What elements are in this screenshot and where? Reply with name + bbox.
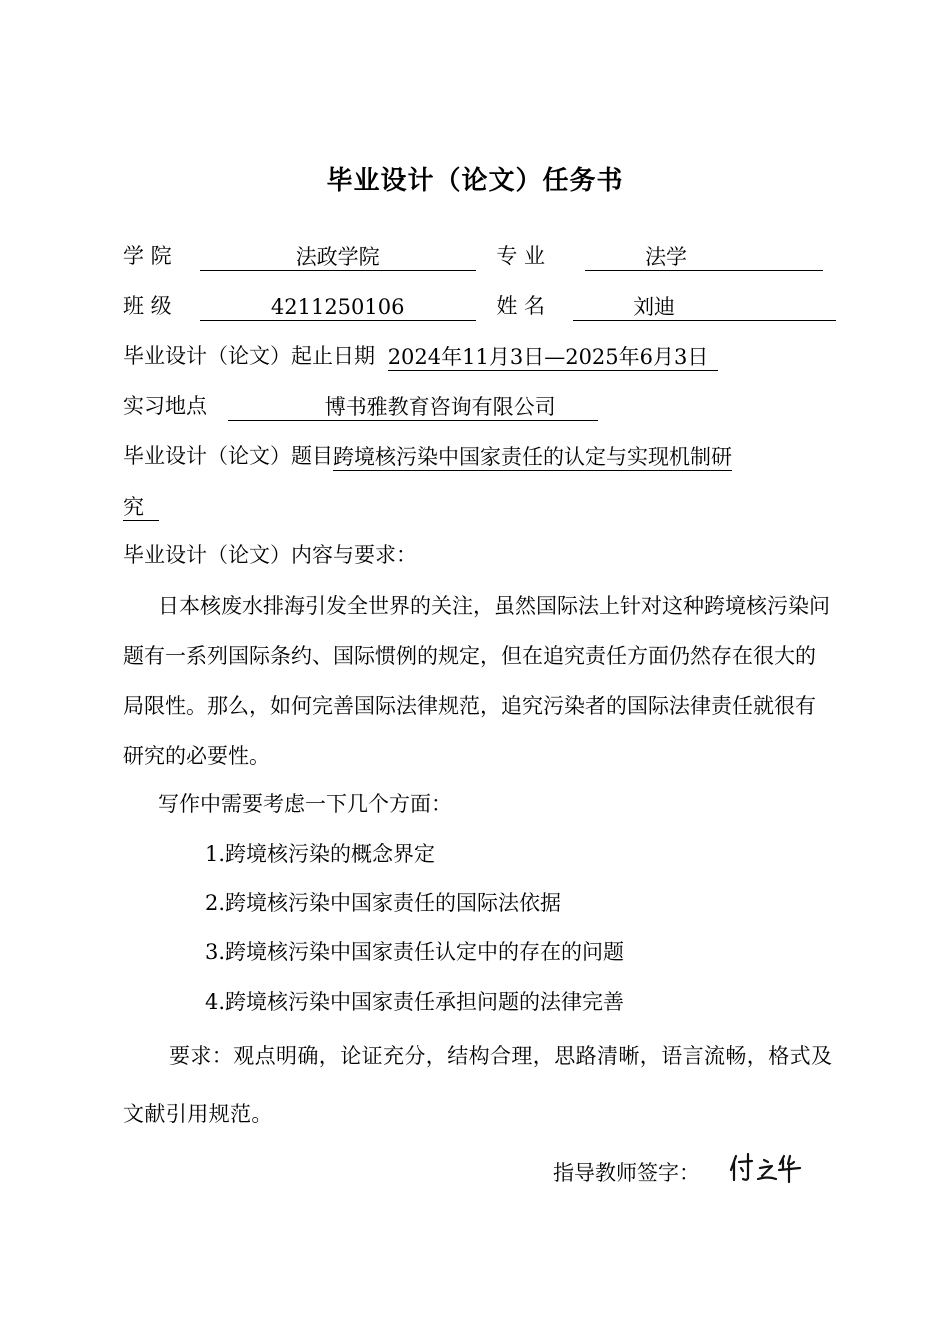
topic-row	[123, 441, 732, 471]
topic-row-continued	[123, 491, 159, 521]
list-item-1: 1.跨境核污染的概念界定	[205, 842, 436, 866]
period-label: 毕业设计（论文）起止日期	[123, 344, 375, 368]
location-value: 博书雅教育咨询有限公司	[228, 394, 598, 421]
period-row	[123, 341, 718, 371]
list-item-4: 4.跨境核污染中国家责任承担问题的法律完善	[205, 990, 625, 1014]
name-label: 姓 名	[496, 294, 546, 318]
topic-value-line1: 跨境核污染中国家责任的认定与实现机制研	[333, 445, 732, 469]
major-label: 专 业	[496, 244, 546, 268]
topic-value-line2: 究	[123, 494, 159, 521]
content-paragraph-2: 写作中需要考虑一下几个方面：	[158, 792, 452, 816]
list-item-3: 3.跨境核污染中国家责任认定中的存在的问题	[205, 940, 625, 964]
class-label: 班 级	[123, 294, 172, 318]
location-row	[123, 391, 598, 421]
requirements-paragraph: 要求：观点明确，论证充分，结构合理，思路清晰，语言流畅，格式及文献引用规范。	[123, 1044, 833, 1126]
name-value: 刘迪	[573, 294, 836, 321]
major-value: 法学	[585, 244, 823, 271]
class-name-row	[123, 291, 836, 321]
college-label: 学 院	[123, 244, 172, 268]
college-major-row	[123, 241, 823, 271]
document-title: 毕业设计（论文）任务书	[326, 166, 624, 196]
college-value: 法政学院	[200, 244, 476, 271]
handwritten-signature	[728, 1150, 808, 1190]
class-value: 4211250106	[200, 294, 476, 321]
content-paragraph-1: 日本核废水排海引发全世界的关注，虽然国际法上针对这种跨境核污染问题有一系列国际条约、国际惯例的规定，但在追究责任方面仍然存在很大的局限性。那么，如何完善国际法律规范，追究污染者的国际法律责任就很有研究的必要性。	[123, 594, 830, 768]
signature-label: 指导教师签字：	[553, 1161, 700, 1185]
content-heading: 毕业设计（论文）内容与要求：	[123, 543, 417, 567]
location-label: 实习地点	[123, 394, 207, 418]
topic-label: 毕业设计（论文）题目	[123, 444, 333, 468]
period-value: 2024年11月3日—2025年6月3日	[388, 344, 719, 371]
list-item-2: 2.跨境核污染中国家责任的国际法依据	[205, 891, 562, 915]
